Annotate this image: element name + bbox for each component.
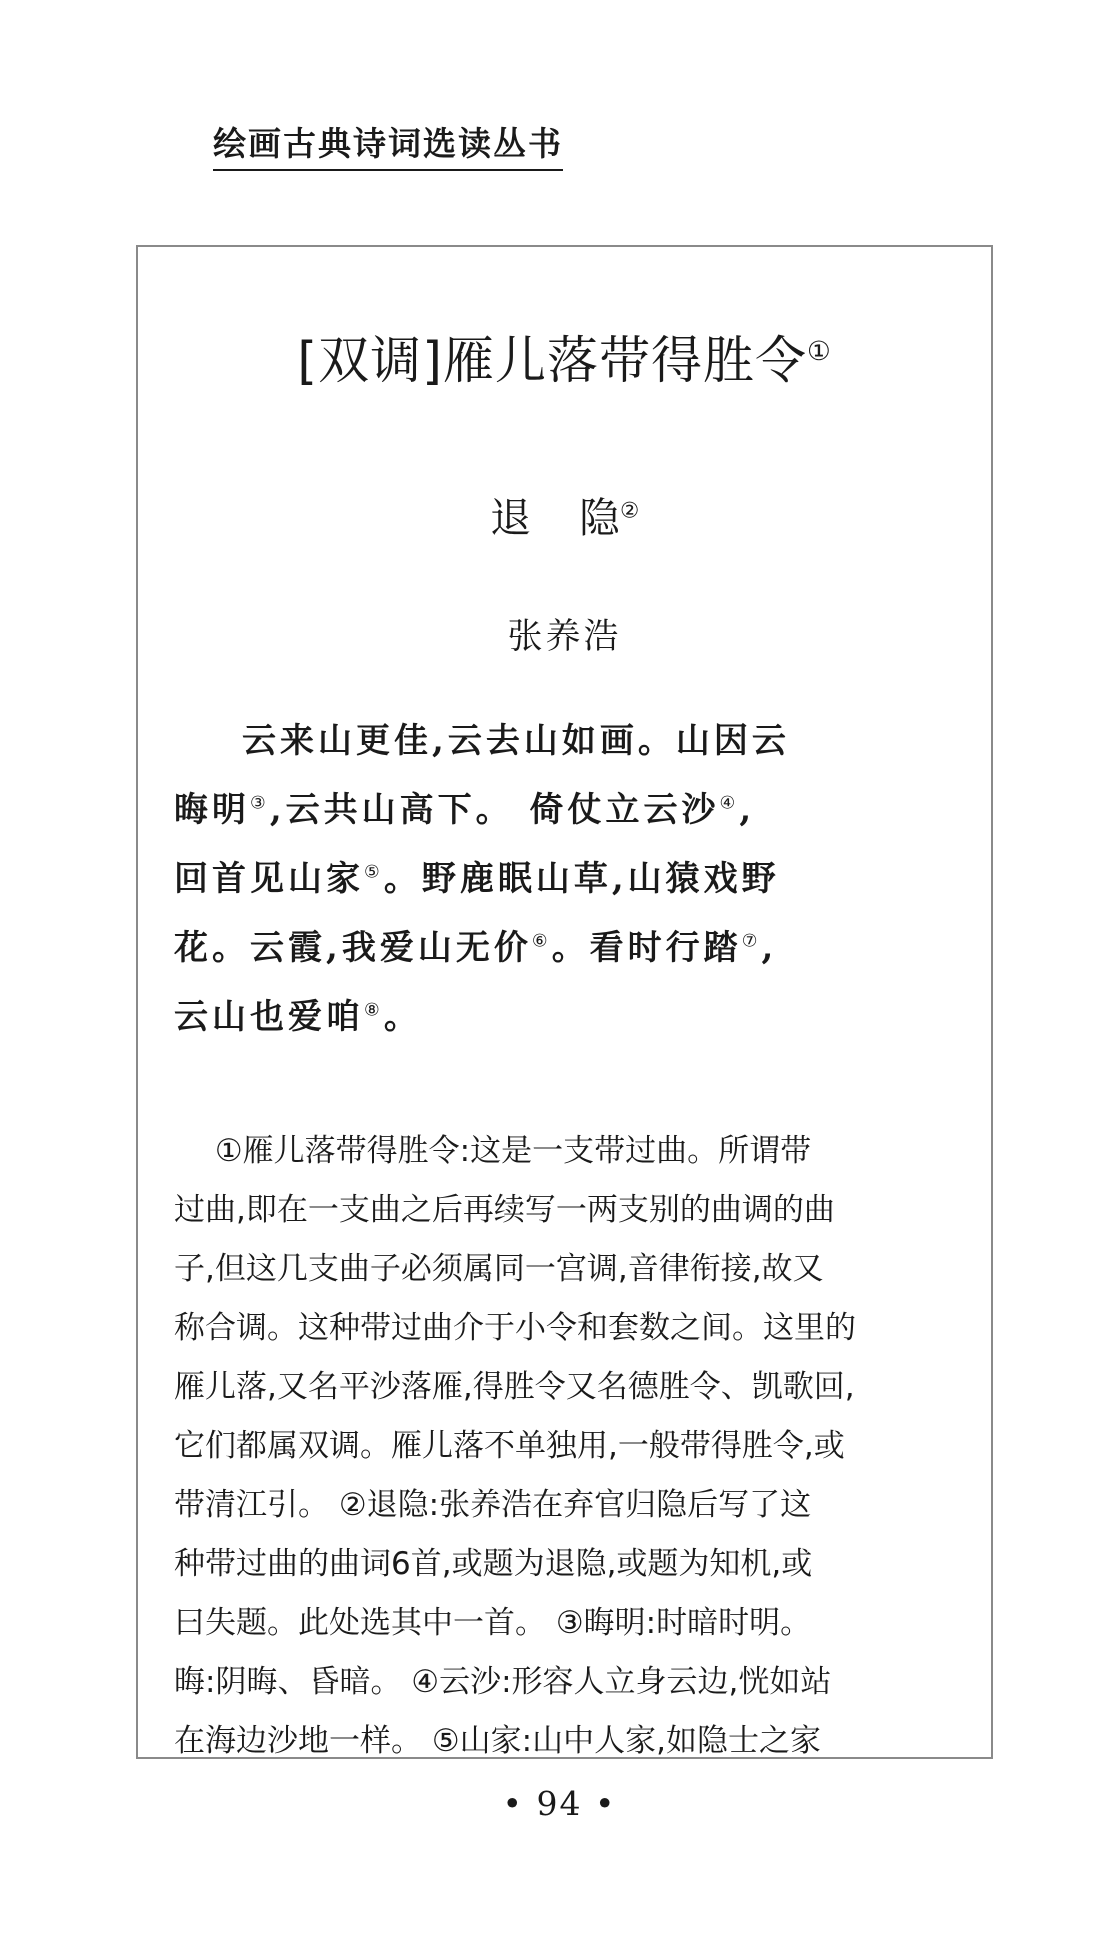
poem-text: 晦明 — [174, 790, 250, 830]
annotation-line: 雁儿落,又名平沙落雁,得胜令又名德胜令、凯歌回, — [174, 1369, 855, 1405]
annotation-line: 种带过曲的曲词6首,或题为退隐,或题为知机,或 — [174, 1546, 813, 1582]
poem-title — [138, 319, 991, 393]
poem-line — [174, 776, 964, 845]
series-header: 绘画古典诗词选读丛书 — [213, 118, 563, 171]
poem-text: 。 — [383, 997, 422, 1037]
footnote-marker-8: ⑧ — [364, 1000, 384, 1021]
footnote-marker-2: ② — [619, 498, 640, 524]
annotation-line: 在海边沙地一样。 ⑤山家:山中人家,如隐士之家 — [174, 1723, 821, 1759]
annotation-line: ①雁儿落带得胜令:这是一支带过曲。所谓带 — [174, 1133, 812, 1169]
author-name: 张养浩 — [507, 617, 622, 657]
subtitle-char-1: 退 — [489, 494, 531, 542]
poem-text: 。看时行踏 — [551, 928, 742, 968]
footnote-marker-4: ④ — [719, 793, 740, 814]
poem-body — [174, 707, 964, 1052]
annotation-line: 过曲,即在一支曲之后再续写一两支别的曲调的曲 — [174, 1192, 835, 1228]
poem-line — [174, 983, 964, 1052]
annotation-line: 曰失题。此处选其中一首。 ③晦明:时暗时明。 — [174, 1605, 812, 1641]
page-number: • 94 • — [502, 1784, 617, 1823]
footnote-marker-7: ⑦ — [741, 931, 762, 952]
poem-title-text: [双调]雁儿落带得胜令 — [297, 332, 807, 391]
footnote-marker-3: ③ — [250, 793, 270, 814]
poem-text: , — [761, 928, 778, 968]
poem-text: ,云共山高下。 倚仗立云沙 — [269, 790, 720, 830]
annotation-line: 带清江引。 ②退隐:张养浩在弃官归隐后写了这 — [174, 1487, 812, 1523]
poem-subtitle — [138, 485, 991, 544]
poem-text: , — [739, 790, 756, 830]
subtitle-char-2: 隐 — [578, 494, 620, 542]
poem-text: 。野鹿眠山草,山猿戏野 — [383, 859, 780, 899]
annotation-line: 它们都属双调。雁儿落不单独用,一般带得胜令,或 — [174, 1428, 845, 1464]
poem-line — [174, 707, 964, 776]
footnote-marker-5: ⑤ — [364, 862, 384, 883]
annotations — [174, 1122, 964, 1759]
poem-text: 花。云霞,我爱山无价 — [174, 928, 532, 968]
annotation-line: 称合调。这种带过曲介于小令和套数之间。这里的 — [174, 1310, 856, 1346]
content-frame — [136, 245, 993, 1759]
poem-line — [174, 845, 964, 914]
poem-text: 云山也爱咱 — [174, 997, 364, 1037]
footnote-marker-1: ① — [807, 336, 832, 367]
poem-text: 云来山更佳,云去山如画。山因云 — [242, 721, 790, 761]
poem-text: 回首见山家 — [174, 859, 364, 899]
poem-line — [174, 914, 964, 983]
annotation-line: 晦:阴晦、昏暗。 ④云沙:形容人立身云边,恍如站 — [174, 1664, 832, 1700]
footnote-marker-6: ⑥ — [531, 931, 552, 952]
annotation-line: 子,但这几支曲子必须属同一宫调,音律衔接,故又 — [174, 1251, 824, 1287]
